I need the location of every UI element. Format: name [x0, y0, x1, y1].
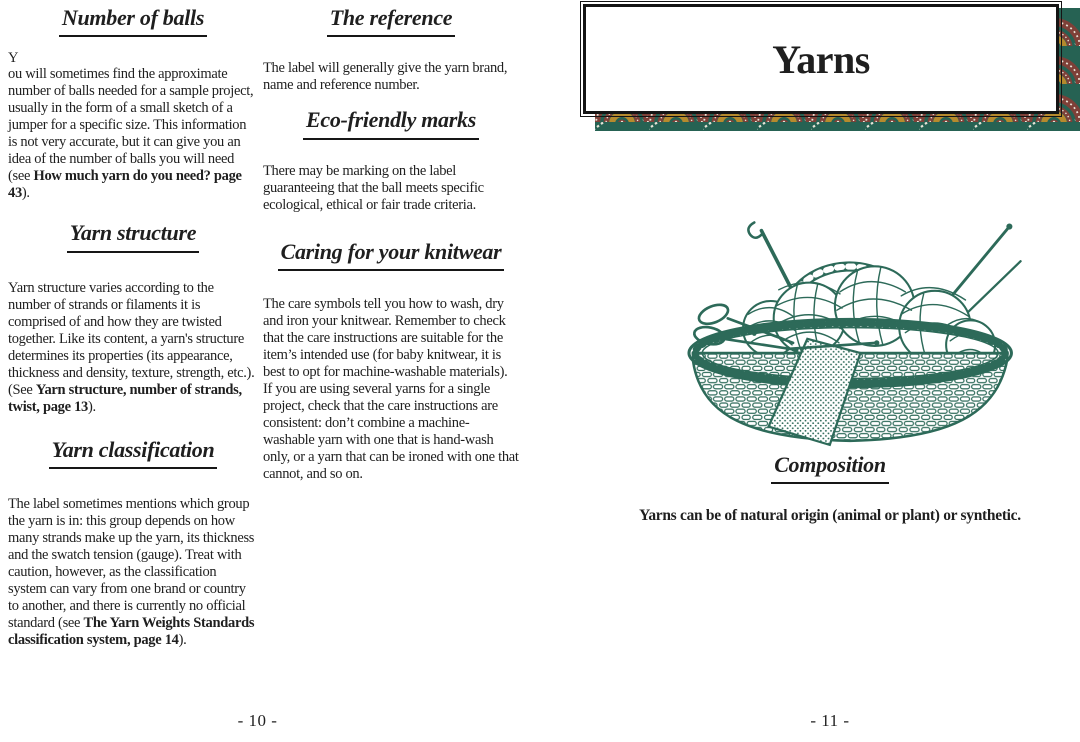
section-the-reference-heading-wrap	[263, 5, 519, 37]
paragraph-number-of-balls	[8, 66, 258, 202]
paragraph-text: ).	[178, 631, 187, 648]
paragraph-yarn-structure	[8, 280, 258, 416]
section-caring-heading-wrap	[263, 239, 519, 271]
paragraph-yarn-classification	[8, 496, 258, 649]
section-heading-yarn-classification: Yarn classification	[49, 437, 218, 469]
page-number-11: - 11 -	[810, 711, 850, 730]
section-heading-eco-friendly-marks: Eco-friendly marks	[303, 107, 479, 139]
cross-reference-bold: Yarn structure, number of strands, twist, page 13	[8, 381, 242, 415]
page-number-10: - 10 -	[237, 711, 278, 730]
cross-reference-bold: How much yarn do you need? page 43	[8, 168, 242, 202]
section-eco-friendly-heading-wrap	[263, 107, 519, 139]
section-heading-yarn-structure: Yarn structure	[67, 220, 199, 252]
section-yarn-classification-heading-wrap	[8, 437, 258, 469]
chapter-title-box	[583, 4, 1059, 114]
basket-drawing-icon	[656, 200, 1024, 450]
cross-reference-bold: The Yarn Weights Standards classification system, page 14	[8, 614, 255, 648]
paragraph-the-reference: The label will generally give the yarn brand, name and reference number.	[263, 60, 508, 94]
left-page-column-2	[263, 0, 519, 483]
section-number-of-balls-heading-wrap	[8, 5, 258, 37]
dropcap-y: Y	[8, 50, 19, 67]
section-heading-number-of-balls: Number of balls	[59, 5, 207, 37]
section-yarn-structure-heading-wrap	[8, 220, 258, 252]
composition-section	[580, 452, 1080, 525]
paragraph-text: ).	[21, 185, 30, 202]
left-page-column-1	[8, 0, 258, 649]
paragraph-composition: Yarns can be of natural origin (animal or plant) or synthetic.	[639, 507, 1021, 525]
section-heading-caring-for-knitwear: Caring for your knitwear	[278, 239, 505, 271]
paragraph-text: Yarn structure varies according to the number of strands or filaments it is comprised of and how they are twisted together. Like its content, a yarn's structure determines its properties (its appearance, thickness and density, texture, strength, etc.). (See	[8, 279, 255, 398]
paragraph-text: ).	[87, 398, 96, 415]
paragraph-text: ou will sometimes find the approximate number of balls needed for a sample project, usually in the form of a small sketch of a jumper for a specific size. This information is not very accurate, but it can give you an idea of the number of balls you will need (see	[8, 66, 254, 185]
paragraph-caring-for-knitwear: The care symbols tell you how to wash, dry and iron your knitwear. Remember to check that the care instructions are suitable for the item’s intended use (for baby knitwear, it is best to opt for machine-washable materials). If you are using several yarns for a single project, check that the care instructions are consistent: don’t combine a machine-washable yarn with one that is hand-wash only, or a yarn that can be ironed with one that cannot, and so on.	[263, 295, 519, 482]
section-heading-the-reference: The reference	[327, 5, 456, 37]
section-heading-composition: Composition	[771, 452, 889, 484]
yarn-basket-illustration	[656, 200, 1024, 455]
paragraph-eco-friendly-marks: There may be marking on the label guaranteeing that the ball meets specific ecological, ethical or fair trade criteria.	[263, 162, 484, 213]
chapter-title: Yarns	[772, 36, 870, 82]
paragraph-text: The label sometimes mentions which group the yarn is in: this group depends on how many strands make up the yarn, its thickness and the swatch tension (gauge). Treat with caution, however, as the classification system can vary from one brand or country to another, and there is currently no official standard (see	[8, 495, 255, 631]
composition-heading-wrap	[580, 452, 1080, 484]
